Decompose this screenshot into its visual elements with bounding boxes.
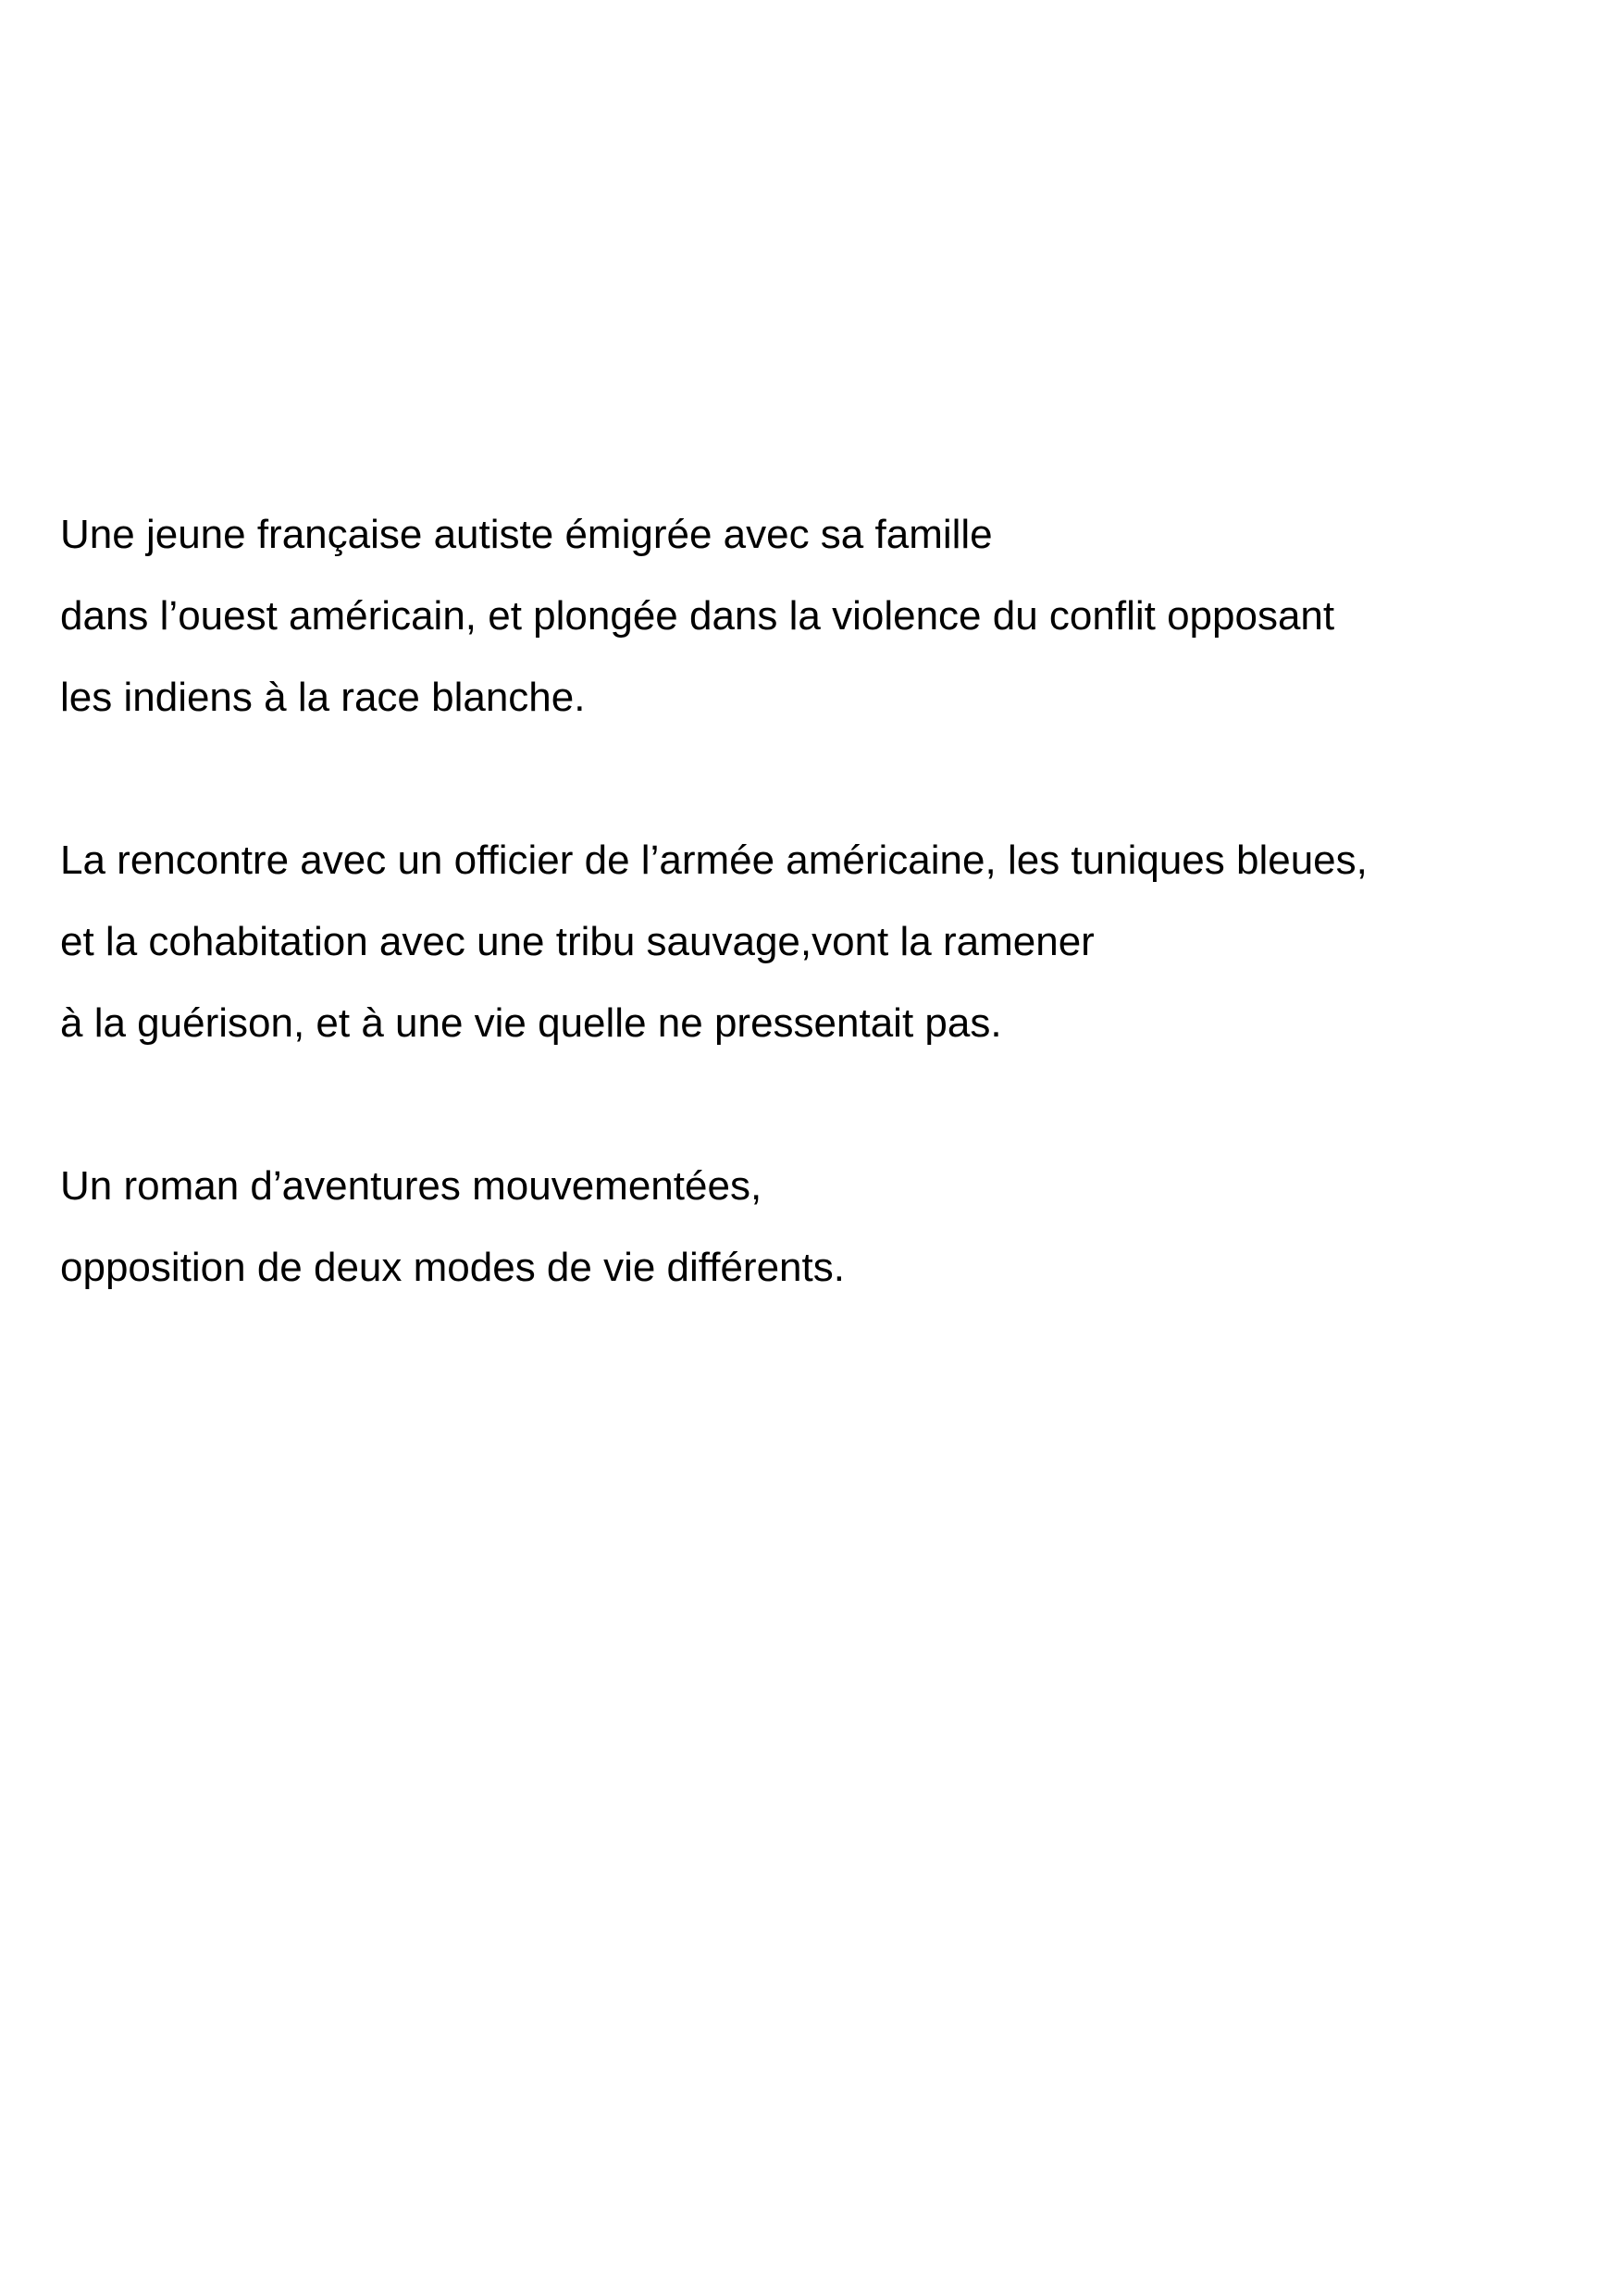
document-body bbox=[60, 494, 1578, 1309]
text-line: opposition de deux modes de vie différents. bbox=[60, 1245, 845, 1290]
text-line: et la cohabitation avec une tribu sauvage,vont la ramener bbox=[60, 919, 1095, 964]
text-line: Un roman d’aventures mouvementées, bbox=[60, 1163, 762, 1209]
text-line: à la guérison, et à une vie quelle ne pressentait pas. bbox=[60, 1000, 1002, 1046]
text-line: les indiens à la race blanche. bbox=[60, 675, 586, 720]
paragraph-1 bbox=[60, 494, 1578, 738]
text-line: dans l’ouest américain, et plongée dans la violence du conflit opposant bbox=[60, 593, 1335, 639]
text-line: La rencontre avec un officier de l’armée américaine, les tuniques bleues, bbox=[60, 838, 1368, 883]
paragraph-3 bbox=[60, 1146, 1578, 1309]
paragraph-2 bbox=[60, 820, 1578, 1064]
text-line: Une jeune française autiste émigrée avec sa famille bbox=[60, 512, 993, 557]
